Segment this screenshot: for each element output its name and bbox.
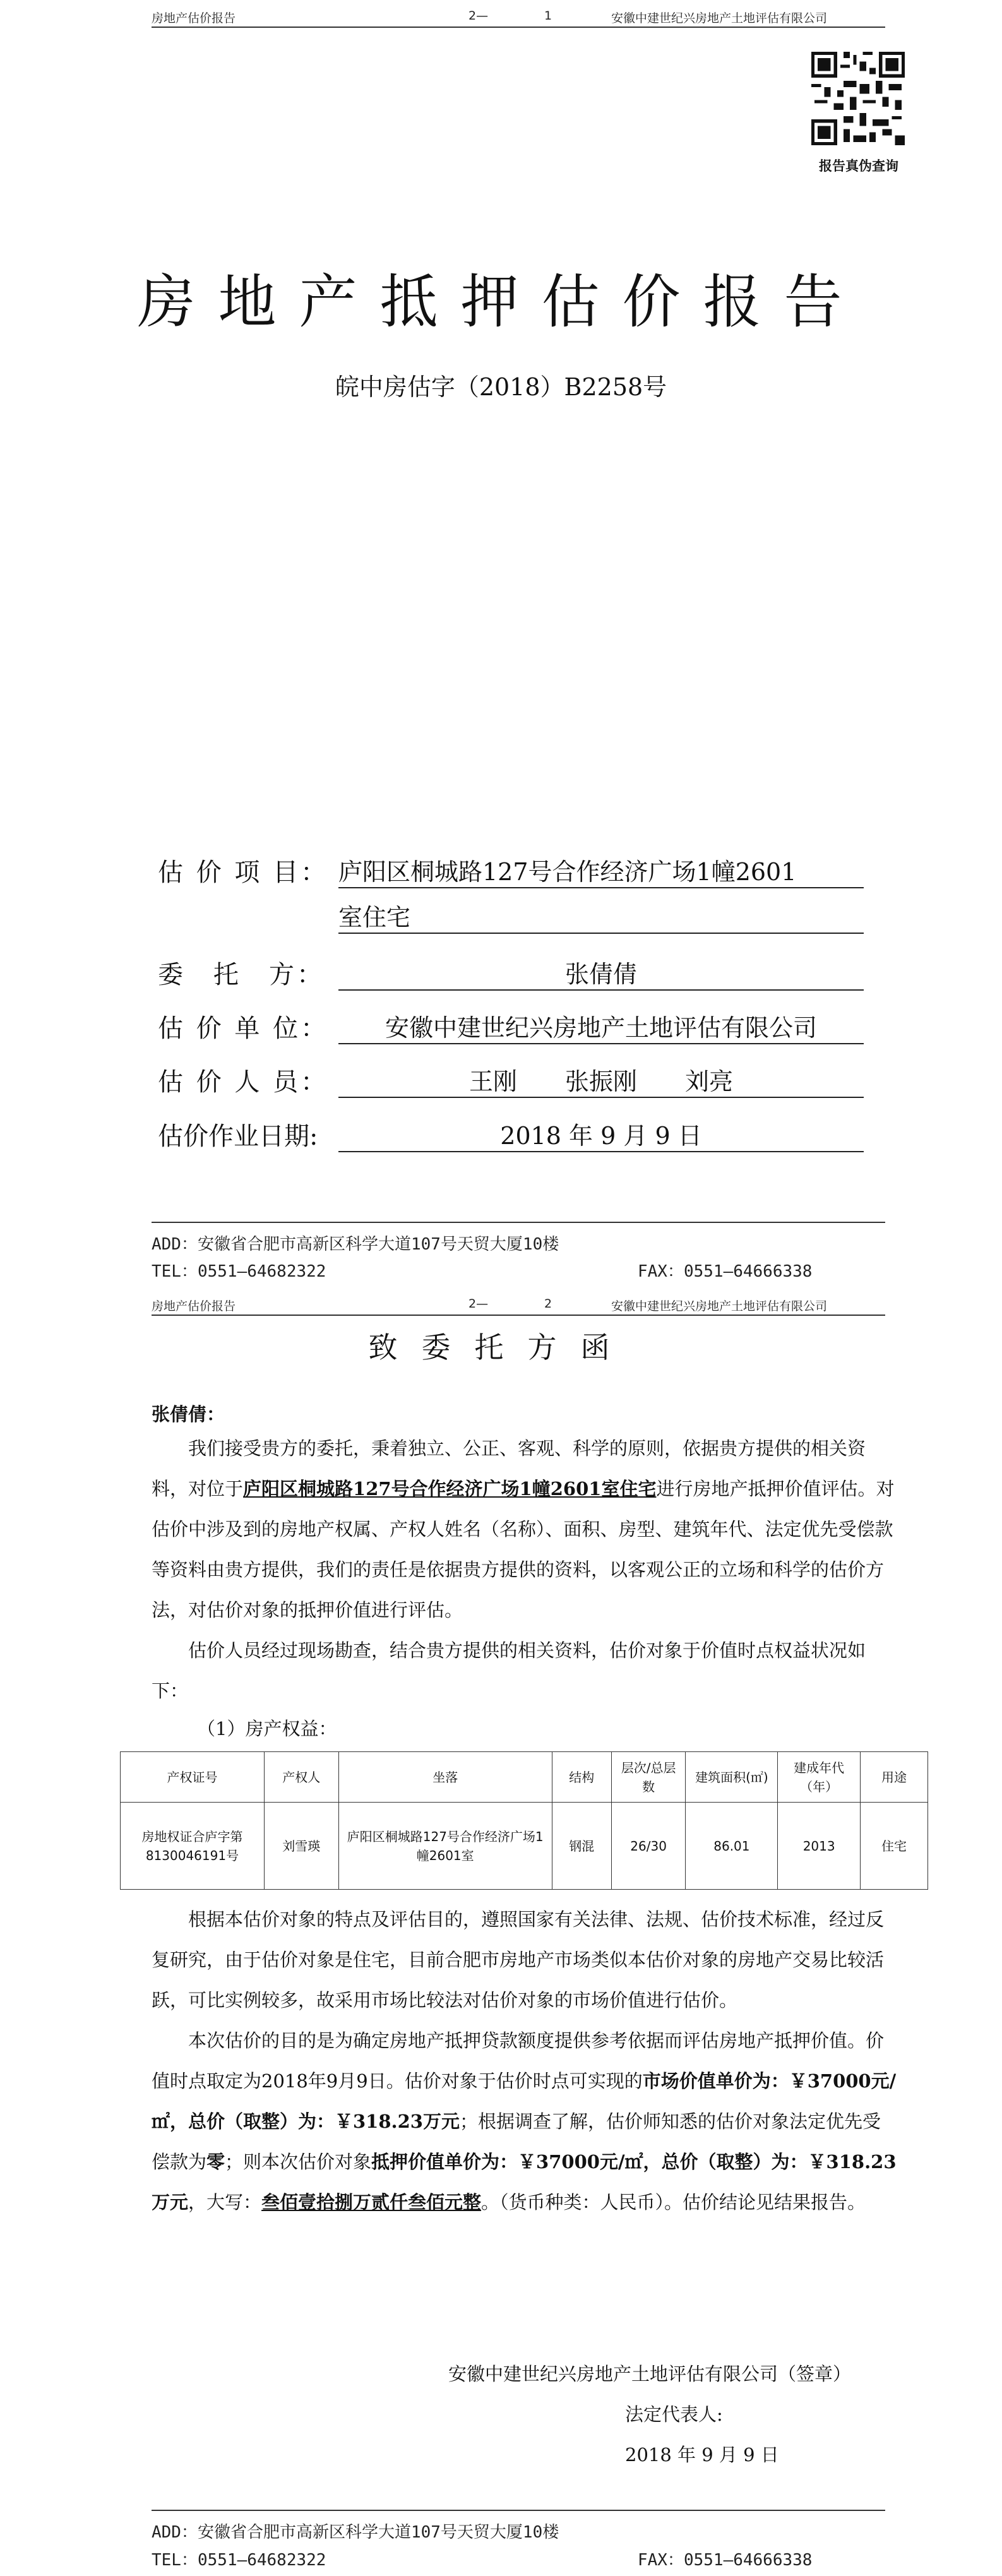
page2-header-right: 安徽中建世纪兴房地产土地评估有限公司 [611, 1299, 828, 1313]
table-header-cell: 坐落 [338, 1752, 552, 1803]
letter-salutation: 张倩倩： [152, 1404, 225, 1425]
table-header-cell: 产权证号 [121, 1752, 265, 1803]
page1-footer-tel: TEL：0551—64682322 [152, 1262, 326, 1281]
field-label-company: 估 价 单 位： [158, 1014, 329, 1043]
qr-code-icon [811, 52, 905, 145]
table-header-cell: 产权人 [264, 1752, 338, 1803]
letter-body-continued [152, 1899, 897, 2222]
table-cell: 26/30 [611, 1803, 686, 1890]
letter-body [152, 1428, 897, 1746]
field-label-project: 估 价 项 目： [158, 858, 329, 887]
field-value-company: 安徽中建世纪兴房地产土地评估有限公司 [338, 1008, 864, 1044]
field-value-project: 庐阳区桐城路127号合作经济广场1幢2601 [338, 852, 864, 888]
paragraph-conclusion: 本次估价的目的是为确定房地产抵押贷款额度提供参考依据而评估房地产抵押价值。价值时点取定为2018年9月9日。估价对象于估价时点可实现的市场价值单价为：￥37000元/㎡，总价（取整）为：￥318.23万元；根据调查了解，估价师知悉的估价对象法定优先受偿款为零；则本次估价对象抵押价值单价为：￥37000元/㎡，总价（取整）为：￥318.23万元，大写：叁佰壹拾捌万贰仟叁佰元整。（货币种类：人民币）。估价结论见结果报告。 [152, 2030, 897, 2213]
table-row [121, 1803, 928, 1890]
table-header-row [121, 1752, 928, 1803]
field-value-project-line2: 室住宅 [338, 898, 864, 934]
page1-header-right: 安徽中建世纪兴房地产土地评估有限公司 [611, 11, 828, 25]
field-value-client: 张倩倩 [338, 955, 864, 991]
field-value-date: 2018 年 9 月 9 日 [338, 1116, 864, 1152]
signature-company: 安徽中建世纪兴房地产土地评估有限公司（签章） [448, 2363, 852, 2385]
table-header-cell: 层次/总层数 [611, 1752, 686, 1803]
report-title: 房地产抵押估价报告 [137, 268, 865, 336]
table-cell: 庐阳区桐城路127号合作经济广场1幢2601室 [338, 1803, 552, 1890]
page2-header-rule [152, 1315, 885, 1316]
property-rights-table [120, 1751, 928, 1890]
signature-representative: 法定代表人: [625, 2404, 723, 2425]
page2-header-page-b: 2 [544, 1297, 552, 1311]
table-cell: 2013 [778, 1803, 861, 1890]
table-cell: 86.01 [686, 1803, 778, 1890]
amount-in-words: 叁佰壹拾捌万贰仟叁佰元整 [261, 2191, 482, 2213]
mortgage-value-highlight: 抵押价值单价为：￥37000元/㎡，总价（取整）为：￥318.23万元 [152, 2151, 897, 2213]
page1-header-rule [152, 27, 885, 28]
table-cell: 住宅 [861, 1803, 928, 1890]
page1-header-left: 房地产估价报告 [152, 11, 236, 25]
page1-footer-fax: FAX：0551—64666338 [638, 1262, 813, 1281]
field-label-client: 委 托 方： [158, 960, 325, 989]
table-cell: 钢混 [552, 1803, 611, 1890]
page2-footer-rule [152, 2510, 885, 2511]
table-header-cell: 用途 [861, 1752, 928, 1803]
table-header-cell: 建筑面积(㎡) [686, 1752, 778, 1803]
signature-date: 2018 年 9 月 9 日 [625, 2444, 779, 2466]
qr-caption: 报告真伪查询 [819, 158, 898, 174]
page2-footer-tel: TEL：0551—64682322 [152, 2551, 326, 2570]
table-header-cell: 建成年代（年） [778, 1752, 861, 1803]
table-cell: 房地权证合庐字第8130046191号 [121, 1803, 265, 1890]
field-value-appraisers: 王刚 张振刚 刘亮 [338, 1062, 864, 1098]
letter-title: 致委托方函 [368, 1330, 634, 1364]
property-address-highlight: 庐阳区桐城路127号合作经济广场1幢2601室住宅 [243, 1478, 657, 1500]
table-cell: 刘雪瑛 [264, 1803, 338, 1890]
page2-header-left: 房地产估价报告 [152, 1299, 236, 1313]
page1-footer-rule [152, 1222, 885, 1223]
report-number: 皖中房估字（2018）B2258号 [335, 373, 667, 401]
table-caption: （1）房产权益： [197, 1718, 337, 1739]
page2-footer-address: ADD：安徽省合肥市高新区科学大道107号天贸大厦10楼 [152, 2523, 559, 2542]
paragraph-intro: 我们接受贵方的委托，秉着独立、公正、客观、科学的原则，依据贵方提供的相关资料，对位于庐阳区桐城路127号合作经济广场1幢2601室住宅进行房地产抵押价值评估。对估价中涉及到的房地产权属、产权人姓名（名称）、面积、房型、建筑年代、法定优先受偿款等资料由贵方提供，我们的责任是依据贵方提供的资料，以客观公正的立场和科学的估价方法，对估价对象的抵押价值进行评估。 [152, 1438, 895, 1621]
page2-footer-fax: FAX：0551—64666338 [638, 2551, 813, 2570]
paragraph-method: 根据本估价对象的特点及评估目的，遵照国家有关法律、法规、估价技术标准，经过反复研究，由于估价对象是住宅，目前合肥市房地产市场类似本估价对象的房地产交易比较活跃，可比实例较多，故采用市场比较法对估价对象的市场价值进行估价。 [152, 1909, 885, 2011]
page1-header-page-b: 1 [544, 9, 552, 23]
market-value-highlight: 市场价值单价为：￥37000元/㎡，总价（取整）为：￥318.23万元 [152, 2070, 897, 2132]
page2-header-page-a: 2— [468, 1297, 489, 1311]
field-label-appraisers: 估 价 人 员： [158, 1068, 329, 1097]
paragraph-survey: 估价人员经过现场勘查，结合贵方提供的相关资料，估价对象于价值时点权益状况如下： [152, 1640, 866, 1702]
table-header-cell: 结构 [552, 1752, 611, 1803]
page1-header-page-a: 2— [468, 9, 489, 23]
field-label-date: 估价作业日期: [158, 1122, 318, 1151]
page1-footer-address: ADD：安徽省合肥市高新区科学大道107号天贸大厦10楼 [152, 1235, 559, 1254]
